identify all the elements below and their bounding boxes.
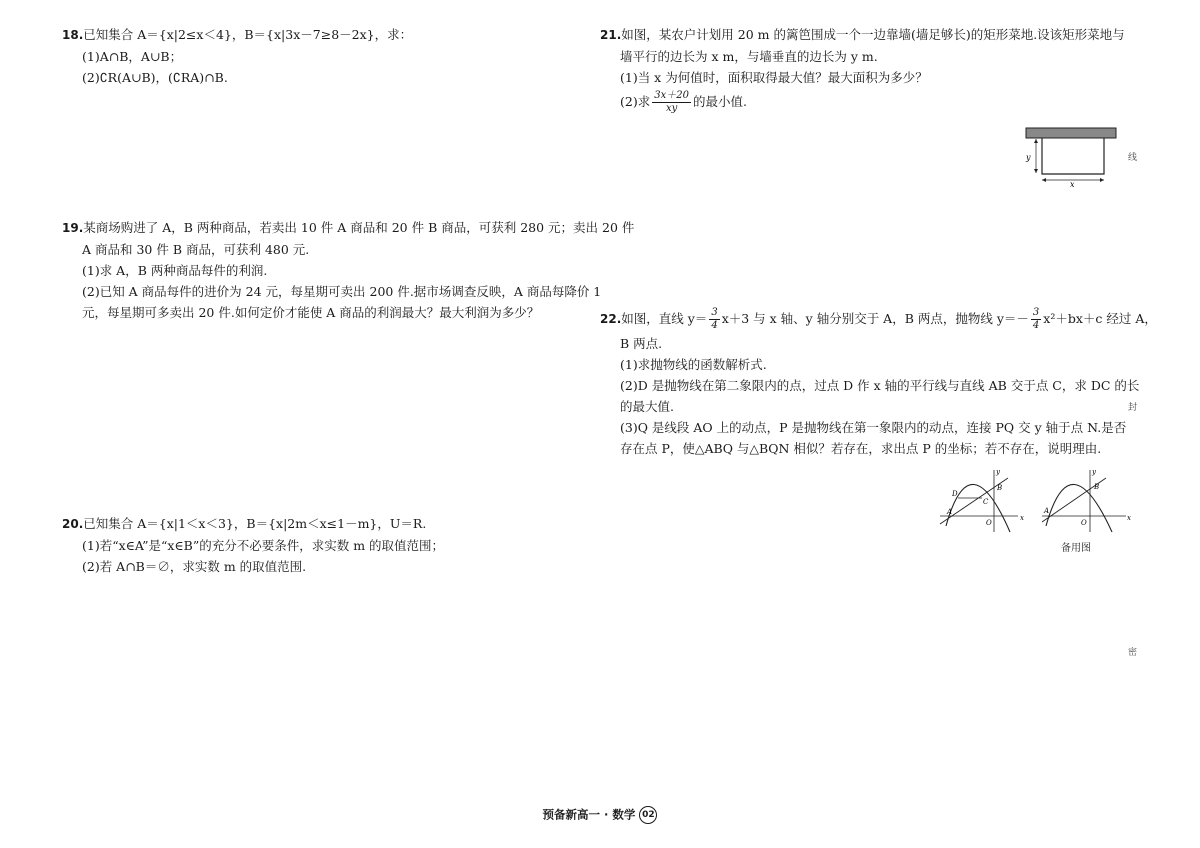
garden-figure [1020,124,1120,192]
label-x: x [1127,514,1131,522]
fraction-numerator: 3x＋20 [654,90,689,101]
problem-part-1: (1)求抛物线的函数解析式. [620,357,767,372]
label-o: O [986,519,992,527]
label-a: A [947,508,953,516]
problem-number: 20. [62,517,84,531]
problem-number: 22. [600,312,622,326]
fence-outline [1042,138,1104,174]
label-a: A [1044,507,1050,515]
fig-label-y: y [1026,153,1031,162]
parabola-curve [1046,484,1112,532]
fraction [1031,307,1041,332]
label-b: B [997,484,1003,492]
page-number-badge: 02 [639,806,657,824]
margin-mark: 密 [1128,648,1138,658]
stem-text: x＋3 与 x 轴、y 轴分别交于 A，B 两点，抛物线 y＝－ [721,311,1029,326]
page-footer [0,806,1200,824]
problem-number: 21. [600,28,622,42]
problem-stem: 已知集合 A＝{x|2≤x＜4}，B＝{x|3x－7≥8－2x}，求： [83,27,413,42]
problem-number: 18. [62,28,84,42]
problem-part-2: (2)已知 A 商品每件的进价为 24 元，每星期可卖出 200 件.据市场调查反映，A 商品每降价 1 [82,284,602,299]
fraction-denominator: 4 [711,320,718,331]
problem-part-3-cont: 存在点 P，使△ABQ 与△BQN 相似？若存在，求出点 P 的坐标；若不存在，说明理由. [620,441,1102,456]
problem-18 [62,24,582,88]
problem-stem-cont: B 两点. [620,336,663,351]
problem-21 [600,24,1125,116]
label-x: x [1020,514,1024,522]
stem-text: x²＋bx＋c 经过 A， [1043,311,1157,326]
footer-text: 预备新高一 · 数学 [542,807,636,822]
problem-part-1: (1)A∩B，A∪B； [82,49,183,64]
fraction-denominator: xy [665,103,678,114]
backup-figure-caption: 备用图 [1061,543,1091,554]
fraction [652,90,691,115]
part-text: (2)求 [620,94,651,109]
problem-part-1: (1)若“x∈A”是“x∈B”的充分不必要条件，求实数 m 的取值范围； [82,538,445,553]
label-o: O [1081,519,1087,527]
label-y: y [996,468,1000,476]
problem-part-1: (1)求 A，B 两种商品每件的利润. [82,263,268,278]
parabola-figure [938,466,1026,538]
wall-rect [1026,128,1116,138]
problem-part-2: (2)若 A∩B＝∅，求实数 m 的取值范围. [82,559,307,574]
problem-stem-cont: 墙平行的边长为 x m，与墙垂直的边长为 y m. [620,49,878,64]
problem-stem-cont: A 商品和 30 件 B 商品，可获利 480 元. [82,242,310,257]
problem-22 [600,305,1157,459]
fig-label-x: x [1070,180,1075,188]
problem-part-1: (1)当 x 为何值时，面积取得最大值？最大面积为多少？ [620,70,928,85]
margin-mark: 线 [1128,153,1138,163]
problem-stem: 已知集合 A＝{x|1＜x＜3}，B＝{x|2m＜x≤1－m}，U＝R. [83,516,427,531]
problem-part-2: (2)∁R(A∪B)，(∁RA)∩B. [82,70,228,85]
problem-part-3: (3)Q 是线段 AO 上的动点，P 是抛物线在第一象限内的动点，连接 PQ 交 y 轴于点 N.是否 [620,420,1127,435]
problem-stem: 某商场购进了 A，B 两种商品，若卖出 10 件 A 商品和 20 件 B 商品，可获利 280 元；卖出 20 件 [83,220,635,235]
problem-part-2-cont: 元，每星期可多卖出 20 件.如何定价才能使 A 商品的利润最大？最大利润为多少？ [82,305,540,320]
stem-text: 如图，直线 y＝ [621,311,708,326]
label-d: D [952,490,958,498]
problem-stem [600,305,1157,333]
problem-part-2-cont: 的最大值. [620,399,674,414]
fraction [709,307,719,332]
problem-number: 19. [62,221,84,235]
problem-stem: 如图，某农户计划用 20 m 的篱笆围成一个一边靠墙(墙足够长)的矩形菜地.设该矩形菜地与 [621,27,1125,42]
label-b: B [1094,483,1100,491]
part-text: 的最小值. [692,94,747,109]
problem-part-2: (2)D 是抛物线在第二象限内的点，过点 D 作 x 轴的平行线与直线 AB 交于点 C，求 DC 的长 [620,378,1140,393]
fraction-numerator: 3 [1032,307,1040,318]
fraction-numerator: 3 [711,307,718,318]
label-c: C [983,498,989,506]
fraction-denominator: 4 [1032,320,1040,331]
backup-figure [1040,466,1132,538]
problem-20 [62,513,582,577]
label-y: y [1092,468,1096,476]
margin-mark: 封 [1128,403,1138,413]
problem-part-2 [600,88,1120,116]
